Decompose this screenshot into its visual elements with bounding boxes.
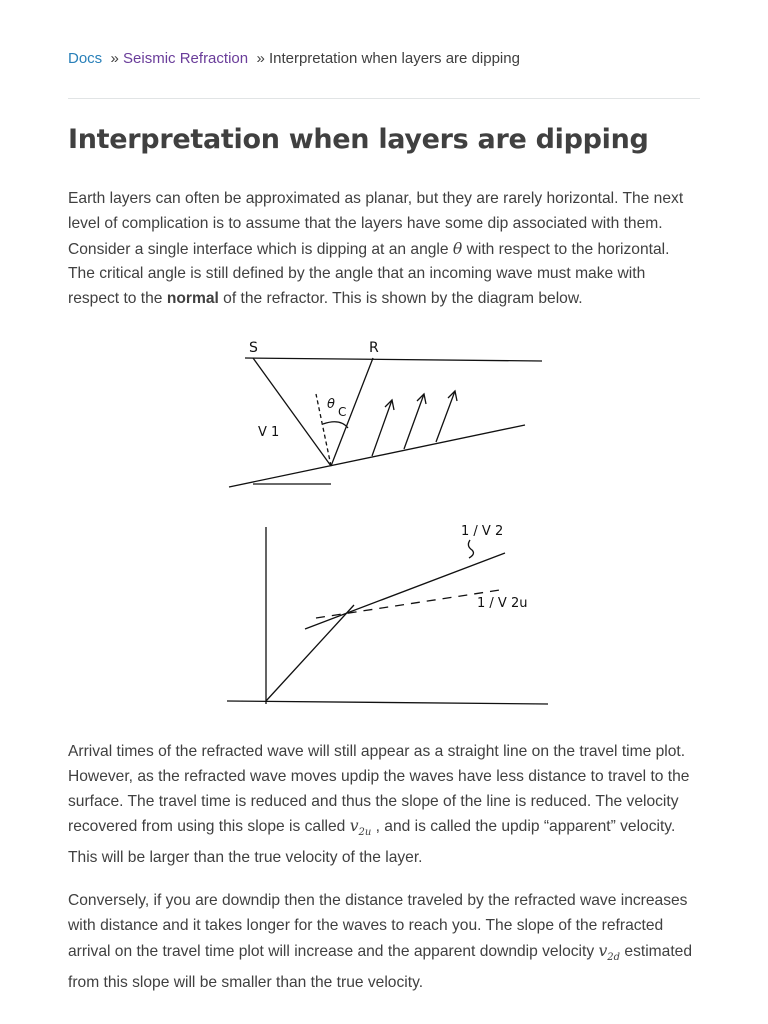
v2u-symbol: $v_{2u}$ — [349, 817, 372, 839]
paragraph-downdip: Conversely, if you are downdip then the distance traveled by the refracted wave increases with distance and it takes longer for the waves to reach you. The slope of the refracted arrival on the travel time plot will increase and the apparent downdip velocity $v_{2d}$ estimated from this slope will be smaller than the true velocity. — [68, 892, 693, 991]
refracted-downdip-line — [305, 553, 505, 629]
headwave-arrow-3 — [436, 391, 455, 442]
headwave-arrow-1 — [372, 400, 392, 456]
travel-time-plot — [227, 527, 548, 704]
label-c: C — [338, 405, 347, 419]
theta-symbol: θ — [452, 239, 463, 258]
label-s: S — [249, 340, 258, 356]
normal-bold: normal — [166, 290, 219, 308]
squiggle-pointer — [468, 540, 473, 558]
label-v1: V 1 — [258, 425, 280, 440]
headwave-arrow-2 — [404, 394, 424, 449]
paragraph-intro: Earth layers can often be approximated as planar, but they are rarely horizontal. The next level of complication is to assume that the layers have some dip associated with them. Consider a single interface which is dipping at an angle θ with respect to the horizontal. The critical angle is still defined by the angle that an incoming wave must make with respect to the normal of the refractor. This is shown by the diagram below. — [68, 190, 684, 308]
distance-axis — [227, 701, 548, 704]
label-r: R — [369, 340, 379, 356]
page-title: Interpretation when layers are dipping — [68, 124, 649, 155]
critical-angle-arc — [323, 422, 348, 428]
label-1-v2u: 1 / V 2u — [477, 596, 528, 611]
breadcrumb-docs-link[interactable]: Docs — [68, 50, 103, 67]
paragraph-updip: Arrival times of the refracted wave will still appear as a straight line on the travel time plot. However, as the refracted wave moves updip the waves have less distance to travel to the surface. The travel time is reduced and thus the slope of the line is reduced. The velocity recovered from using this slope is called $v_{2u}$ , and is called the updip “apparent” velocity. This will be larger than the true velocity of the layer. — [68, 743, 690, 867]
breadcrumb-current: Interpretation when layers are dipping — [268, 50, 520, 67]
ray-source-down — [253, 358, 331, 466]
v2d-symbol: $v_{2d}$ — [598, 941, 621, 963]
breadcrumb-seismic-refraction-link[interactable]: Seismic Refraction — [123, 50, 249, 67]
surface-line — [245, 358, 542, 361]
breadcrumb-separator: » — [110, 50, 119, 67]
breadcrumb-separator: » — [256, 50, 265, 67]
direct-arrival-line — [266, 605, 354, 701]
dipping-layer-ray-diagram — [229, 358, 542, 487]
label-theta: θ — [327, 397, 335, 412]
label-1-v2: 1 / V 2 — [461, 524, 504, 539]
